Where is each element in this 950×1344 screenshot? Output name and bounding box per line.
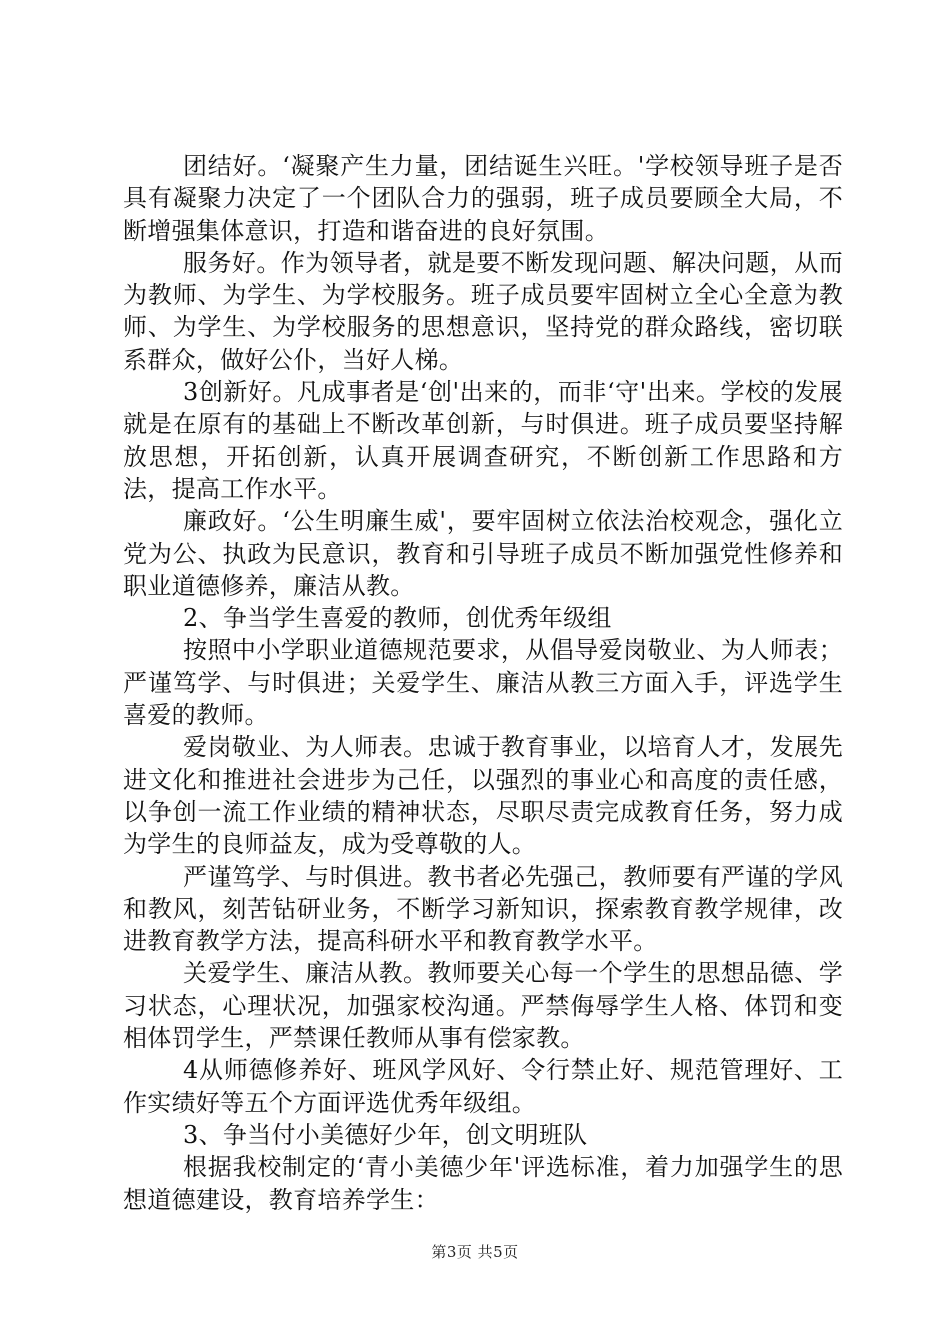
- paragraph-innovation: 3创新好。凡成事者是‘创'出来的，而非‘守'出来。学校的发展就是在原有的基础上不断改革创新，与时俱进。班子成员要坚持解放思想，开拓创新，认真开展调查研究，不断创新工作思路和方法，提高工作水平。: [123, 378, 843, 503]
- page-footer: [0, 1242, 950, 1262]
- page-indicator: 第3页 共5页: [431, 1243, 519, 1261]
- paragraph-integrity: 廉政好。‘公生明廉生威'，要牢固树立依法治校观念，强化立党为公、执政为民意识，教育和引导班子成员不断加强党性修养和职业道德修养，廉洁从教。: [123, 507, 843, 600]
- section-heading-students: 3、争当付小美德好少年，创文明班队: [183, 1120, 588, 1149]
- section-heading-teachers: 2、争当学生喜爱的教师，创优秀年级组: [183, 604, 612, 633]
- paragraph-student-criteria: 根据我校制定的‘青小美德少年'评选标准，着力加强学生的思想道德建设，教育培养学生：: [123, 1153, 843, 1214]
- paragraph-dedication: 爱岗敬业、为人师表。忠诚于教育事业，以培育人才，发展先进文化和推进社会进步为己任，以强烈的事业心和高度的责任感，以争创一流工作业绩的精神状态，尽职尽责完成教育任务，努力成为学生的良师益友，成为受尊敬的人。: [123, 733, 843, 859]
- document-body: [123, 150, 843, 1216]
- paragraph-teacher-criteria: 按照中小学职业道德规范要求，从倡导爱岗敬业、为人师表；严谨笃学、与时俱进；关爱学生、廉洁从教三方面入手，评选学生喜爱的教师。: [123, 636, 843, 730]
- paragraph-caring-students: 关爱学生、廉洁从教。教师要关心每一个学生的思想品德、学习状态，心理状况，加强家校沟通。严禁侮辱学生人格、体罚和变相体罚学生，严禁课任教师从事有偿家教。: [123, 959, 843, 1053]
- paragraph-grade-groups: 4从师德修养好、班风学风好、令行禁止好、规范管理好、工作实绩好等五个方面评选优秀年级组。: [123, 1056, 843, 1117]
- paragraph-rigorous-learning: 严谨笃学、与时俱进。教书者必先强己，教师要有严谨的学风和教风，刻苦钻研业务，不断学习新知识，探索教育教学规律，改进教育教学方法，提高科研水平和教育教学水平。: [123, 862, 843, 956]
- paragraph-unity: 团结好。‘凝聚产生力量，团结诞生兴旺。'学校领导班子是否具有凝聚力决定了一个团队合力的强弱，班子成员要顾全大局，不断增强集体意识，打造和谐奋进的良好氛围。: [123, 152, 843, 245]
- paragraph-service: 服务好。作为领导者，就是要不断发现问题、解决问题，从而为教师、为学生、为学校服务。班子成员要牢固树立全心全意为教师、为学生、为学校服务的思想意识，坚持党的群众路线，密切联系群众，做好公仆，当好人梯。: [123, 248, 843, 374]
